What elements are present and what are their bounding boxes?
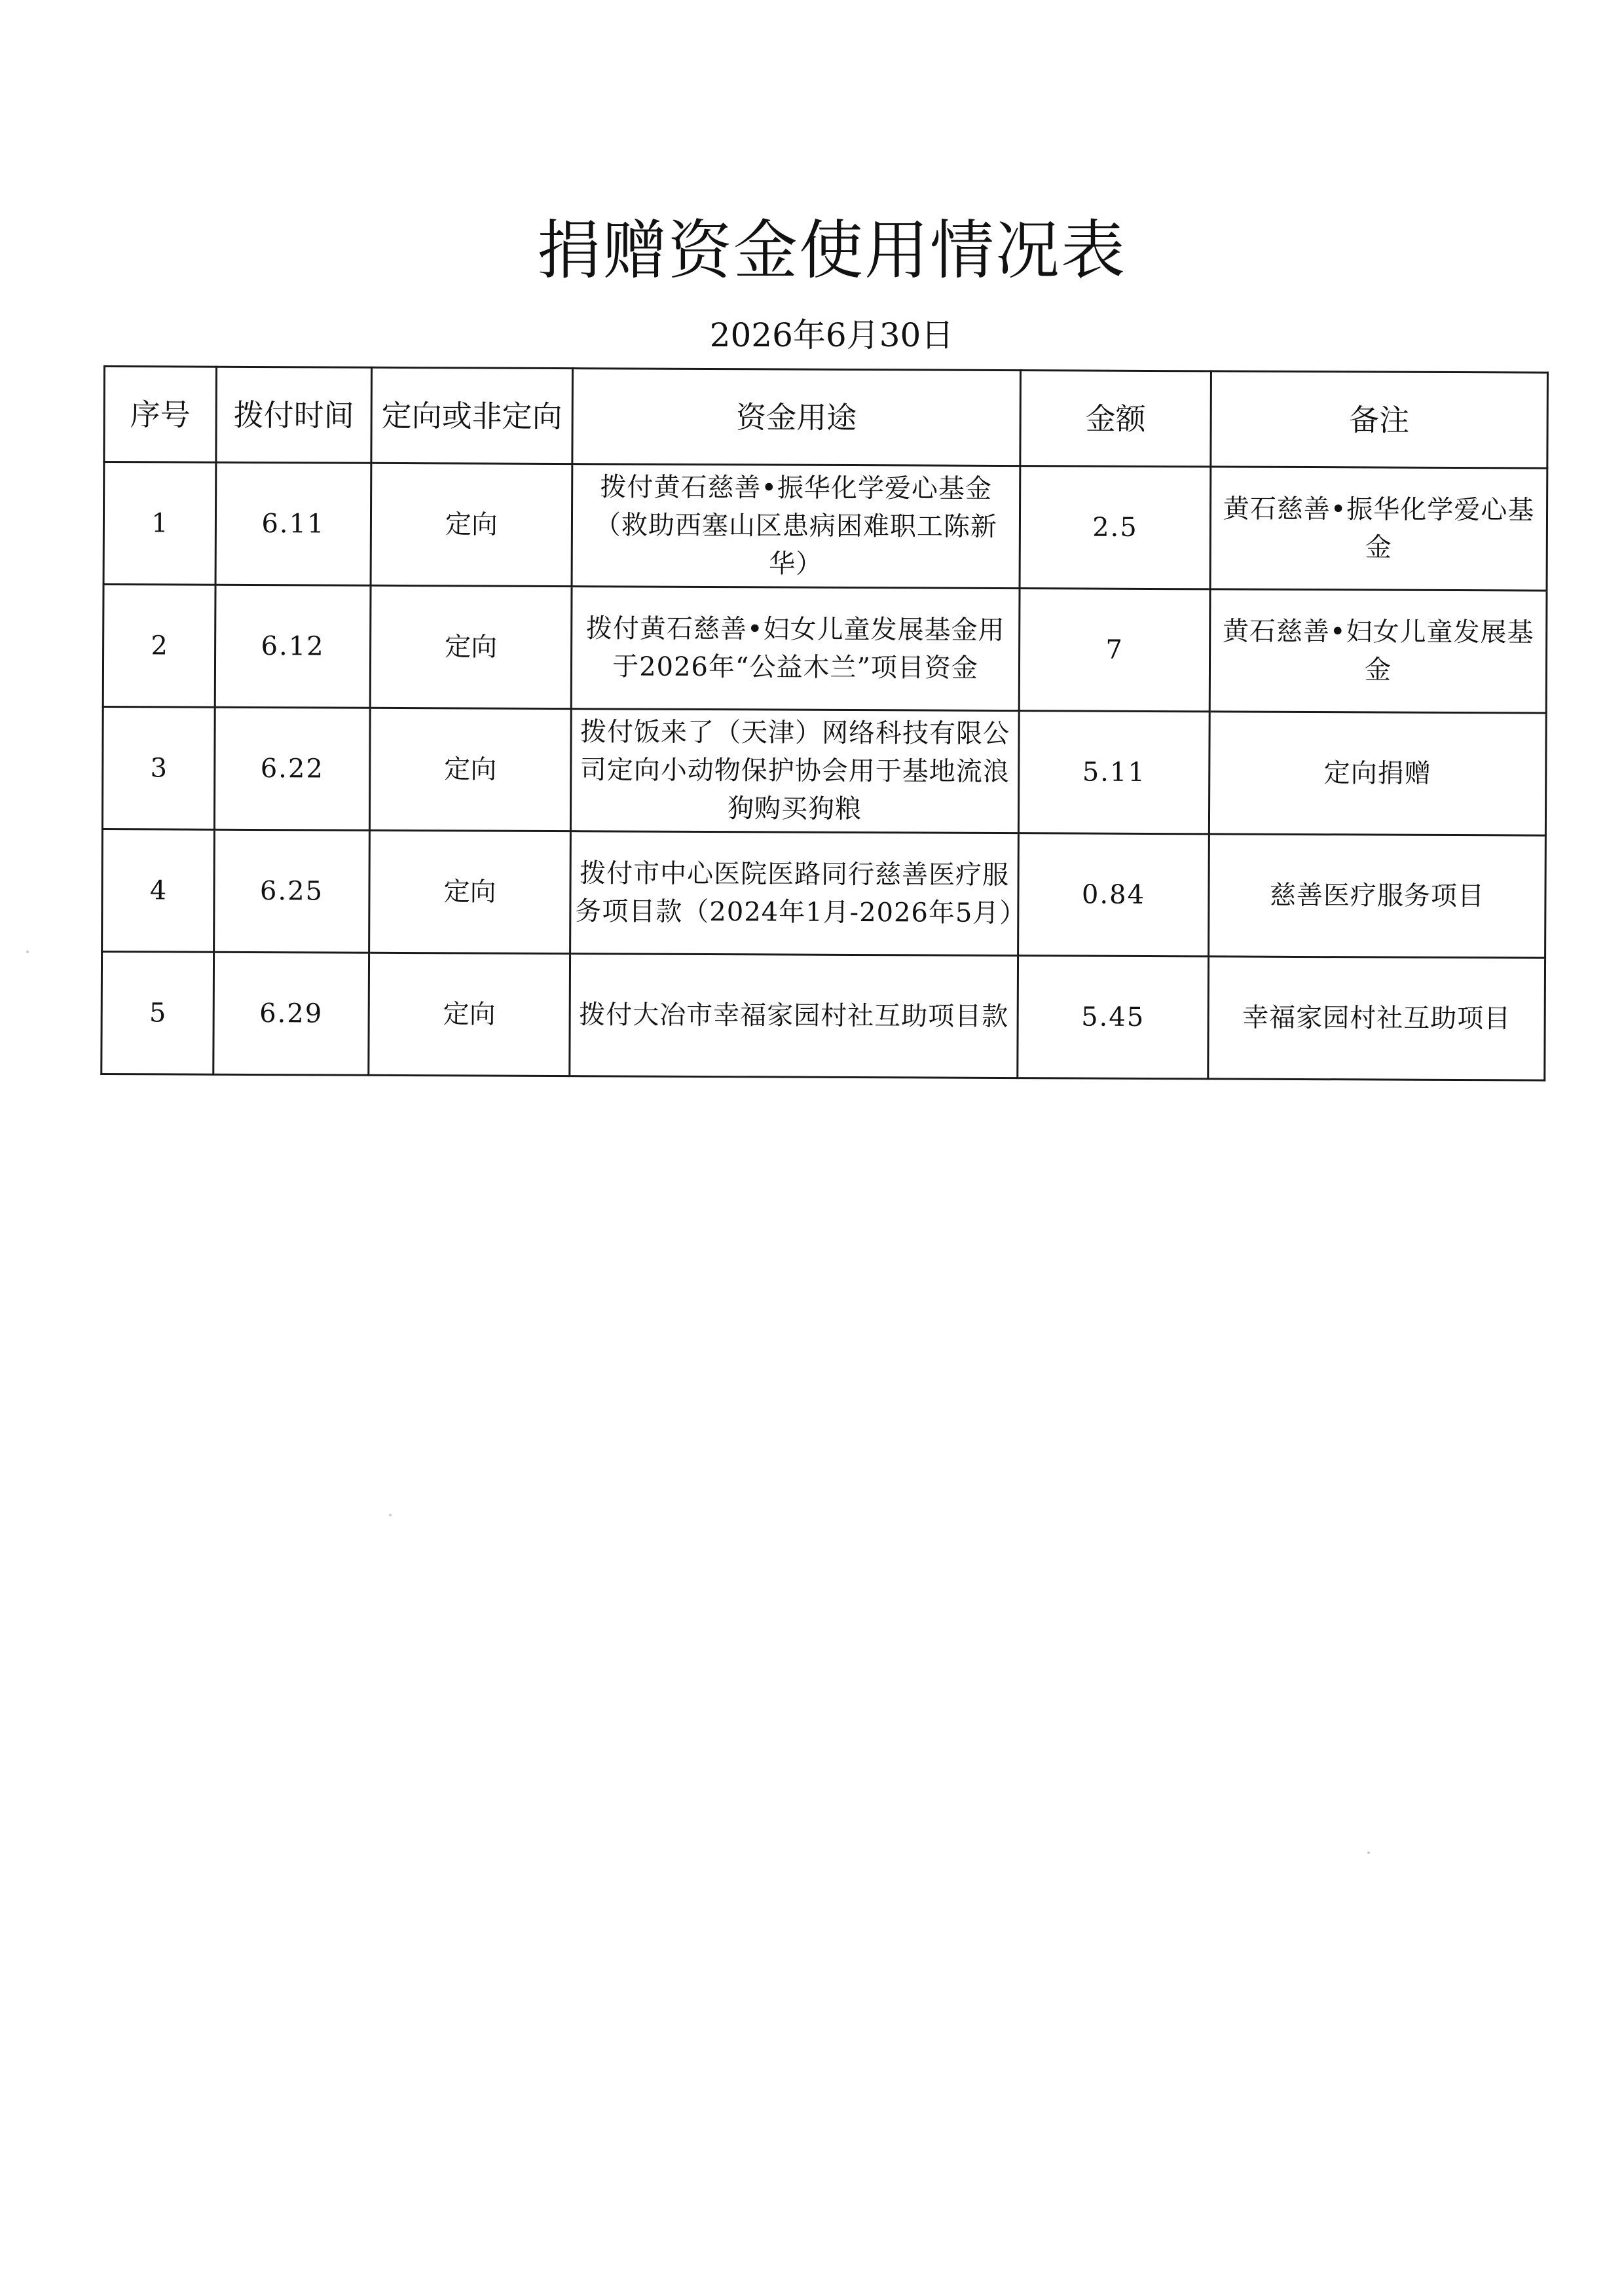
cell-direction: 定向 — [370, 585, 572, 708]
header-note: 备注 — [1211, 371, 1548, 468]
table-header-row — [104, 367, 1548, 469]
page-title: 捐赠资金使用情况表 — [536, 213, 1126, 288]
cell-time: 6.22 — [214, 707, 370, 830]
cell-no: 4 — [102, 829, 215, 952]
fund-usage-table — [100, 365, 1549, 1082]
scan-speck — [1367, 1851, 1370, 1854]
cell-note: 慈善医疗服务项目 — [1209, 834, 1546, 958]
cell-direction: 定向 — [371, 463, 572, 586]
cell-no: 1 — [103, 462, 216, 585]
scan-speck — [389, 1514, 392, 1516]
report-date: 2026年6月30日 — [709, 316, 954, 354]
cell-amount: 2.5 — [1020, 466, 1211, 589]
cell-direction: 定向 — [369, 953, 570, 1076]
cell-no: 3 — [102, 707, 215, 830]
table-row — [103, 462, 1547, 591]
cell-amount: 5.11 — [1018, 711, 1209, 834]
table-row — [102, 707, 1546, 836]
cell-amount: 0.84 — [1018, 833, 1209, 957]
header-purpose: 资金用途 — [572, 369, 1021, 466]
header-direction: 定向或非定向 — [371, 367, 573, 464]
cell-no: 5 — [101, 951, 214, 1074]
cell-note: 黄石慈善•振华化学爱心基金 — [1210, 467, 1547, 591]
header-time: 拨付时间 — [216, 367, 372, 463]
header-amount: 金额 — [1020, 371, 1211, 467]
cell-no: 2 — [103, 585, 215, 708]
table-row — [101, 951, 1545, 1080]
cell-purpose: 拨付饭来了（天津）网络科技有限公司定向小动物保护协会用于基地流浪狗购买狗粮 — [570, 709, 1019, 833]
cell-direction: 定向 — [369, 830, 571, 953]
cell-note: 幸福家园村社互助项目 — [1208, 957, 1545, 1080]
cell-amount: 5.45 — [1018, 956, 1209, 1079]
cell-time: 6.25 — [214, 829, 370, 953]
scan-speck — [26, 951, 29, 953]
cell-note: 黄石慈善•妇女儿童发展基金 — [1209, 589, 1547, 713]
cell-time: 6.12 — [215, 585, 371, 708]
header-no: 序号 — [104, 367, 217, 463]
table-row — [103, 585, 1547, 714]
cell-time: 6.29 — [213, 952, 369, 1075]
cell-purpose: 拨付黄石慈善•振华化学爱心基金（救助西塞山区患病困难职工陈新华） — [572, 464, 1020, 589]
cell-time: 6.11 — [215, 462, 371, 585]
cell-purpose: 拨付黄石慈善•妇女儿童发展基金用于2026年“公益木兰”项目资金 — [571, 587, 1020, 711]
cell-amount: 7 — [1019, 589, 1210, 712]
cell-purpose: 拨付大冶市幸福家园村社互助项目款 — [570, 954, 1018, 1078]
cell-direction: 定向 — [369, 708, 571, 831]
table-row — [102, 829, 1546, 958]
cell-note: 定向捐赠 — [1209, 712, 1546, 835]
cell-purpose: 拨付市中心医院医路同行慈善医疗服务项目款（2024年1月-2026年5月） — [570, 831, 1019, 956]
